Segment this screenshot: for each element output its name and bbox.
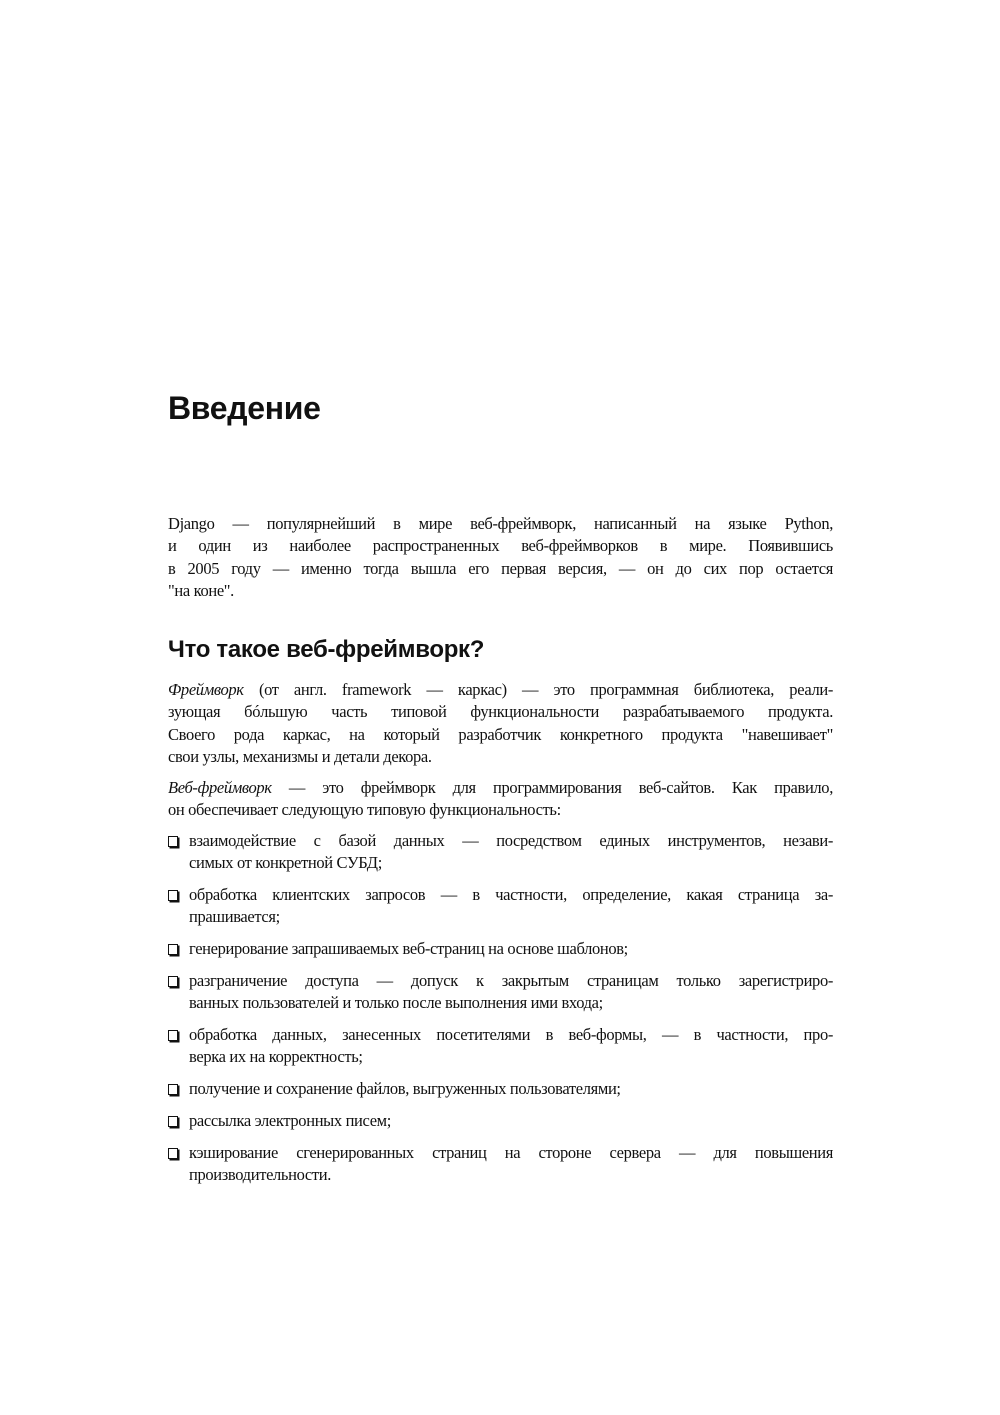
- checkbox-bullet-icon: [168, 1030, 178, 1041]
- text-line: разграничение доступа — допуск к закрытым страницам только зарегистриро-: [189, 970, 833, 990]
- list-item: [168, 1110, 833, 1132]
- checkbox-bullet-icon: [168, 1116, 178, 1127]
- checkbox-bullet-icon: [168, 1084, 178, 1095]
- text-line: взаимодействие с базой данных — посредством единых инструментов, незави-: [189, 831, 833, 850]
- text-line: он обеспечивает следующую типовую функциональность:: [168, 800, 561, 820]
- text-line: "на коне".: [168, 580, 234, 600]
- text-line: получение и сохранение файлов, выгруженных пользователями;: [189, 1079, 621, 1099]
- text-line: симых от конкретной СУБД;: [189, 853, 382, 873]
- text-line: рассылка электронных писем;: [189, 1110, 392, 1130]
- text-line: в 2005 году — именно тогда вышла его первая версия, — он до сих пор остается: [168, 558, 833, 578]
- checkbox-bullet-icon: [168, 1148, 178, 1159]
- feature-list: [168, 830, 833, 1196]
- text-line: обработка клиентских запросов — в частности, определение, какая страница за-: [189, 885, 833, 905]
- list-item: [168, 1024, 833, 1069]
- term: Веб-фреймворк: [168, 778, 272, 797]
- checkbox-bullet-icon: [168, 890, 178, 901]
- chapter-title: Введение: [168, 390, 321, 426]
- framework-definition: [168, 679, 833, 768]
- checkbox-bullet-icon: [168, 836, 178, 847]
- text-line: прашивается;: [189, 907, 280, 927]
- list-item: [168, 830, 833, 875]
- text: — это фреймворк для программирования веб-сайтов. Как правило,: [271, 778, 833, 797]
- text-line: Django — популярнейший в мире веб-фреймворк, написанный на языке Python,: [168, 514, 833, 533]
- list-item: [168, 1078, 833, 1100]
- text-line: верка их на корректность;: [189, 1047, 363, 1067]
- text-line: [168, 777, 833, 799]
- list-item: [168, 938, 833, 960]
- text-line: зующая бóльшую часть типовой функциональности разрабатываемого продукта.: [168, 702, 833, 722]
- text-line: Своего рода каркас, на который разработчик конкретного продукта "навешивает": [168, 724, 833, 744]
- checkbox-bullet-icon: [168, 976, 178, 987]
- text-line: [168, 679, 833, 701]
- text: (от англ. framework — каркас) — это программная библиотека, реали-: [243, 680, 833, 699]
- text-line: кэширование сгенерированных страниц на стороне сервера — для повышения: [189, 1142, 833, 1162]
- intro-paragraph: [168, 513, 833, 602]
- text-line: свои узлы, механизмы и детали декора.: [168, 746, 432, 766]
- text-line: генерирование запрашиваемых веб-страниц на основе шаблонов;: [189, 939, 628, 959]
- text-line: ванных пользователей и только после выполнения ими входа;: [189, 993, 603, 1013]
- term: Фреймворк: [168, 680, 244, 699]
- web-framework-definition: [168, 777, 833, 822]
- text-line: и один из наиболее распространенных веб-фреймворков в мире. Появившись: [168, 536, 833, 556]
- text-line: производительности.: [189, 1165, 331, 1185]
- text-line: обработка данных, занесенных посетителями в веб-формы, — в частности, про-: [189, 1025, 833, 1045]
- list-item: [168, 884, 833, 929]
- checkbox-bullet-icon: [168, 944, 178, 955]
- list-item: [168, 1142, 833, 1187]
- section-heading: Что такое веб-фреймворк?: [168, 636, 485, 663]
- list-item: [168, 970, 833, 1015]
